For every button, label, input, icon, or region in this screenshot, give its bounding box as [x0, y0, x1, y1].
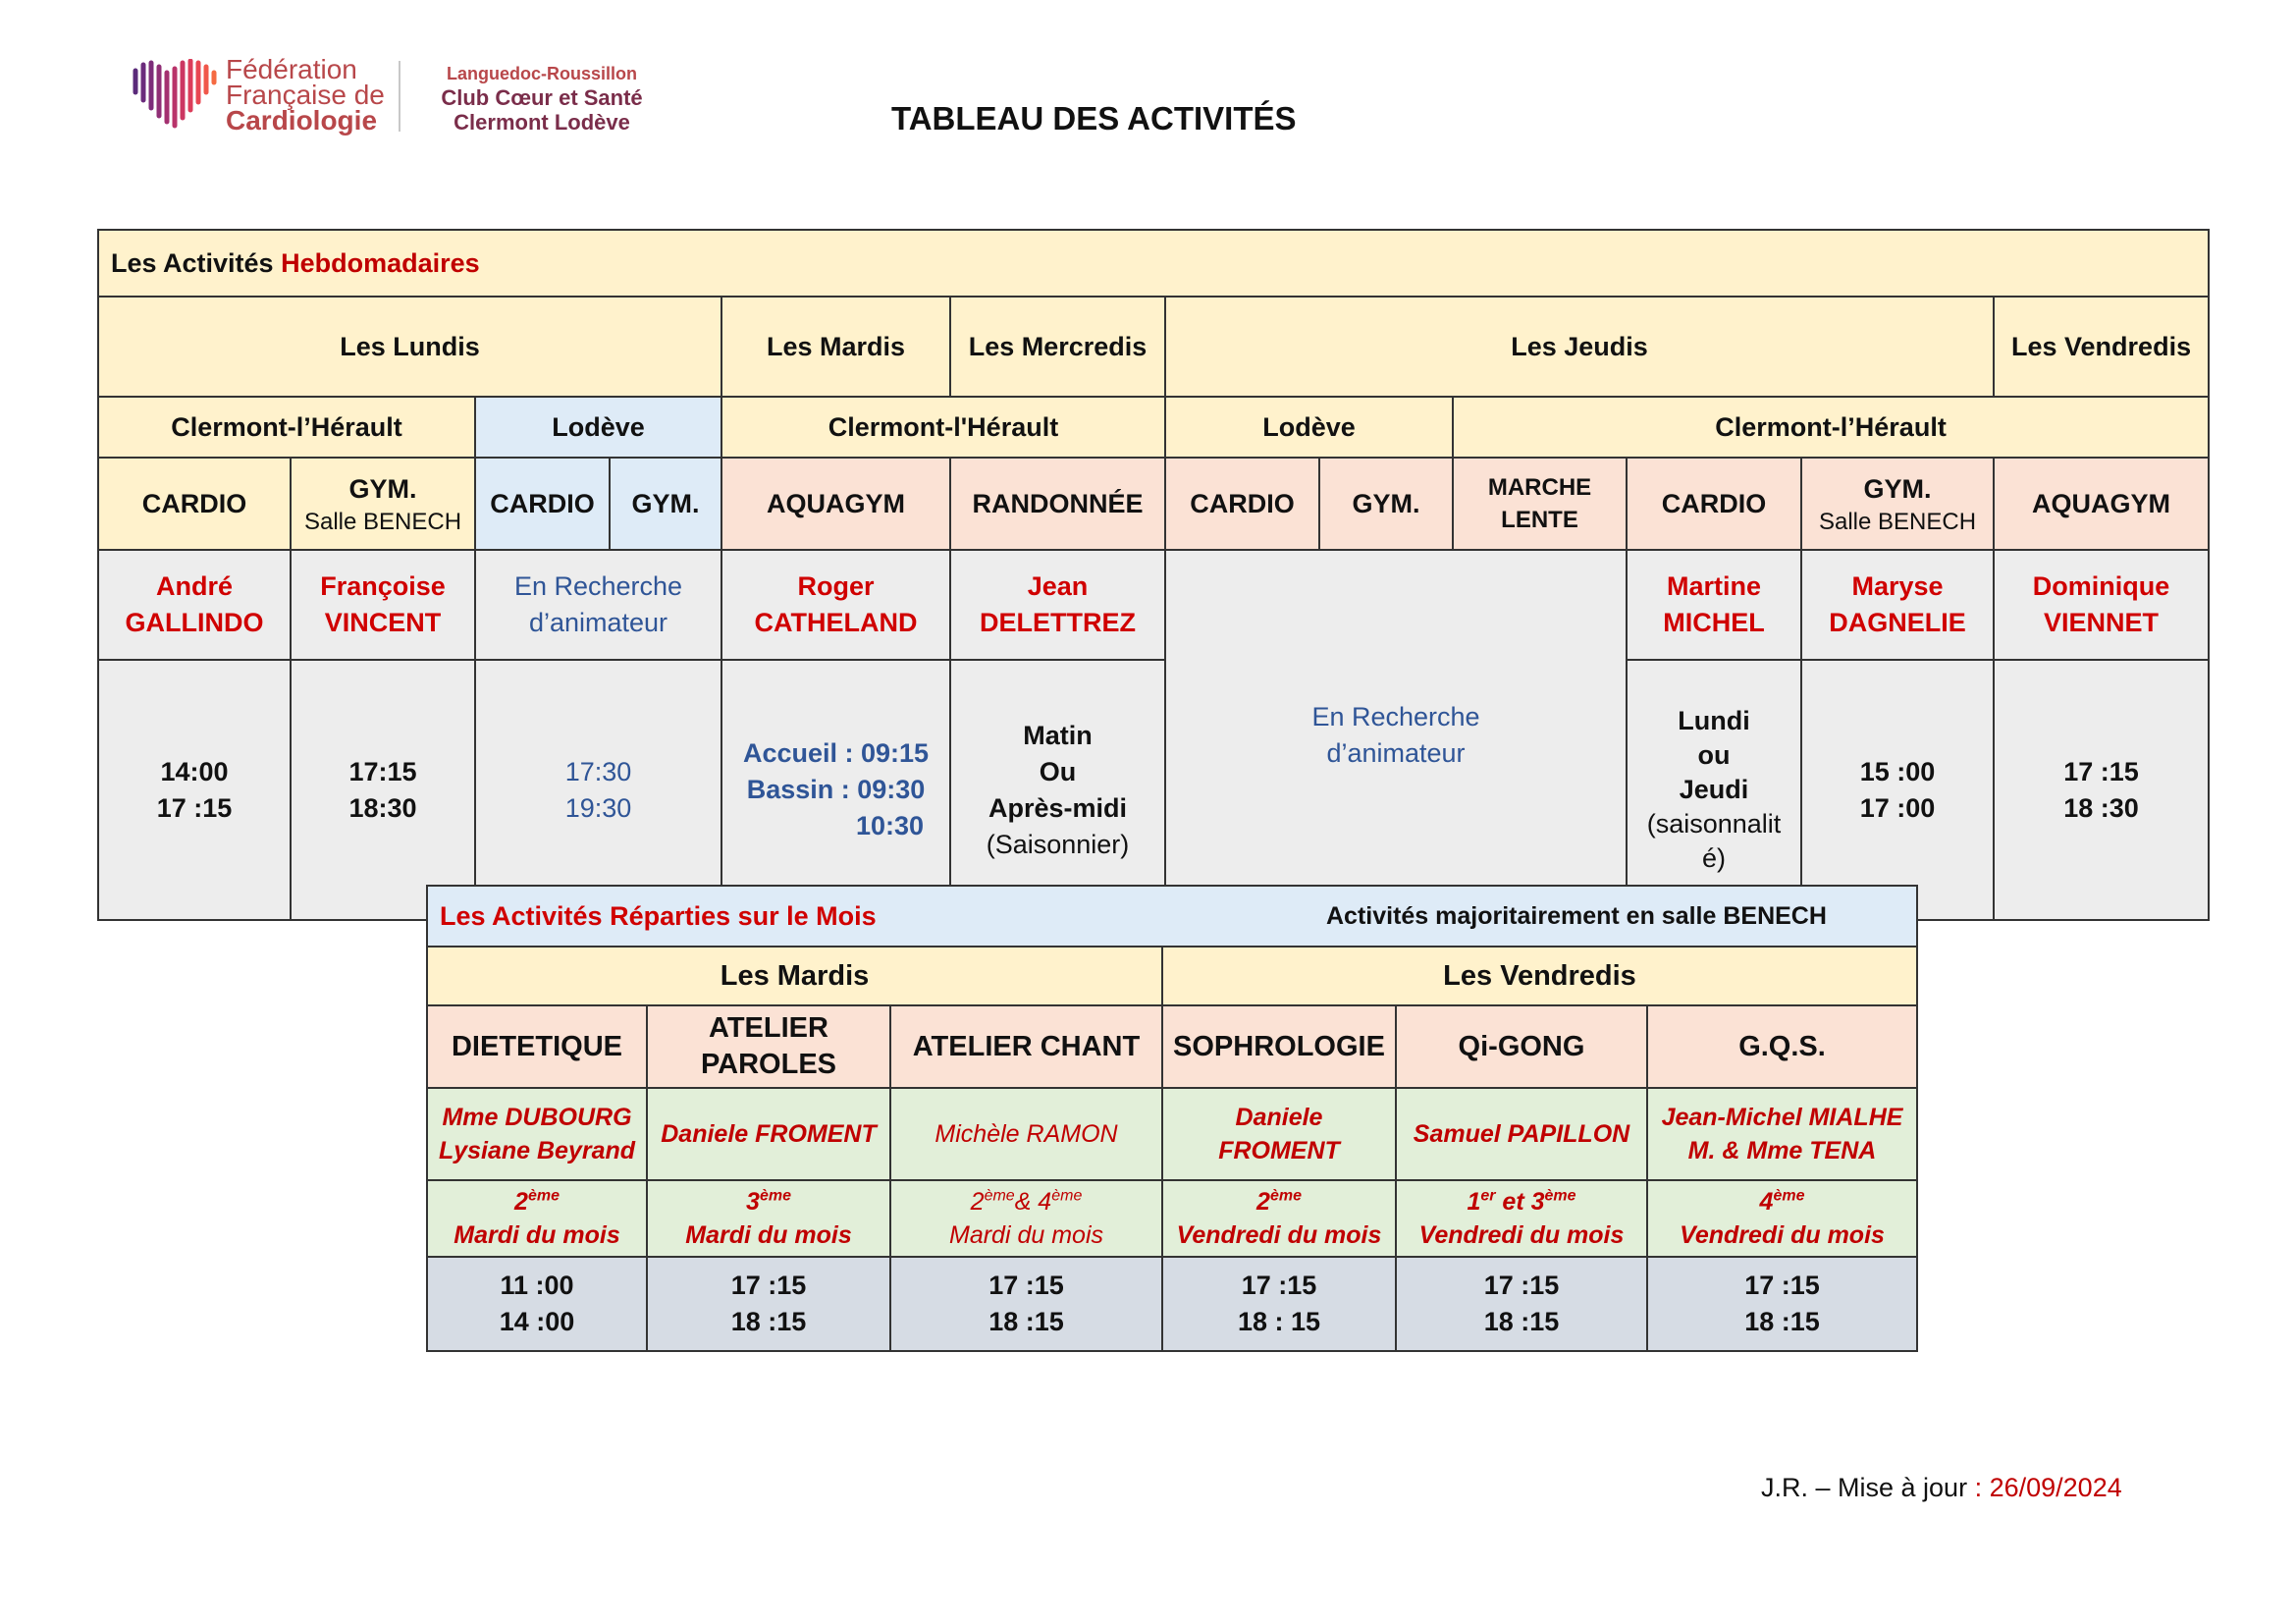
animator-first-name: Martine: [1666, 571, 1762, 601]
time-start: 17 :15: [988, 1271, 1064, 1300]
footer-date: 26/09/2024: [1989, 1473, 2122, 1502]
time-end: 14 :00: [499, 1307, 575, 1336]
activity-qi-gong: Qi-GONG: [1396, 1005, 1647, 1088]
activity-marche-line-2: LENTE: [1501, 507, 1578, 533]
activity-gym-lundi-clermont: [291, 458, 475, 550]
time-line-2: ou: [1697, 740, 1731, 770]
monthly-activities-row: [427, 1005, 1917, 1088]
animator-first-name: Françoise: [320, 571, 446, 601]
animator-line-1: Jean-Michel MIALHE: [1661, 1104, 1903, 1131]
schedule-qi-gong: [1396, 1180, 1647, 1257]
activity-aquagym-vendredi: AQUAGYM: [1994, 458, 2209, 550]
animator-michel: [1627, 550, 1801, 660]
time-start: 17:15: [348, 756, 417, 786]
heart-logo-icon: [130, 59, 220, 130]
time-end: 19:30: [564, 792, 632, 823]
page-title: TABLEAU DES ACTIVITÉS: [891, 100, 1297, 136]
animator-first-name: Dominique: [2032, 571, 2170, 601]
time-start: 17 :15: [2063, 756, 2139, 786]
activity-gym-label-jeudi: GYM.: [1863, 473, 1932, 504]
time-atelier-paroles: [647, 1257, 890, 1351]
weekly-header-cell: [98, 230, 2209, 297]
schedule-suffix: ème: [527, 1187, 560, 1205]
schedule-number: 4: [1759, 1188, 1774, 1216]
animator-last-name: VINCENT: [324, 608, 442, 637]
time-line-1: Matin: [1023, 720, 1093, 750]
animator-last-name: MICHEL: [1663, 608, 1765, 637]
activity-aquagym-mardi: AQUAGYM: [721, 458, 950, 550]
place-lodeve-lundi: Lodève: [475, 397, 721, 458]
schedule-suffix: ème: [1269, 1187, 1302, 1205]
time-start: 17 :15: [730, 1271, 807, 1300]
schedule-text: Vendredi du mois: [1176, 1221, 1382, 1249]
activity-marche-line-1: MARCHE: [1487, 474, 1592, 501]
time-end: 18:30: [348, 792, 417, 823]
activity-cardio-jeudi-clermont: CARDIO: [1627, 458, 1801, 550]
club-line-3: Clermont Lodève: [454, 110, 630, 135]
animator-search-line-1: En Recherche: [513, 571, 683, 601]
schedule-number: 1: [1467, 1188, 1481, 1216]
weekly-activities-row: [98, 458, 2209, 550]
animator-papillon: Samuel PAPILLON: [1396, 1088, 1647, 1180]
time-bassin: Bassin : 09:30: [746, 775, 926, 804]
monthly-day-vendredis: Les Vendredis: [1162, 947, 1917, 1005]
activity-atelier-paroles: [647, 1005, 890, 1088]
time-end: 17 :00: [1859, 792, 1936, 823]
schedule-suffix: ème: [984, 1187, 1015, 1205]
animator-line-1: Mme DUBOURG: [442, 1104, 632, 1131]
schedule-suffix: ème: [1773, 1187, 1805, 1205]
time-end: 18 :15: [988, 1307, 1064, 1336]
animator-dagnelie: [1801, 550, 1994, 660]
time-end: 18 :15: [730, 1307, 807, 1336]
time-line-3: Jeudi: [1679, 775, 1749, 804]
animator-first-name: Maryse: [1851, 571, 1944, 601]
time-gym-lundi-clermont: [291, 660, 475, 920]
animator-line-1: Daniele: [1235, 1104, 1323, 1131]
day-lundis: Les Lundis: [98, 297, 721, 397]
footer-prefix: J.R. – Mise à jour: [1761, 1473, 1968, 1502]
time-atelier-chant: [890, 1257, 1162, 1351]
weekly-places-row: [98, 397, 2209, 458]
time-start: 15 :00: [1859, 756, 1936, 786]
animator-search-lodeve: [475, 550, 721, 660]
monthly-header-note: Activités majoritairement en salle BENECH: [1326, 902, 1827, 930]
time-qi-gong: [1396, 1257, 1647, 1351]
time-marche-lente: [1627, 660, 1801, 920]
time-accueil: Accueil : 09:15: [742, 738, 930, 768]
activity-gym-lundi-lodeve: GYM.: [610, 458, 721, 550]
schedule-gqs: [1647, 1180, 1917, 1257]
weekly-header-highlight: Hebdomadaires: [281, 247, 480, 278]
schedule-week: [1167, 1185, 1391, 1218]
time-line-5: é): [1701, 843, 1726, 873]
schedule-number-2: et 3: [1495, 1188, 1545, 1216]
time-cardio-lundi-clermont: [98, 660, 291, 920]
time-sophrologie: [1162, 1257, 1396, 1351]
time-line-4: (Saisonnier): [986, 829, 1130, 859]
animator-last-name: CATHELAND: [754, 608, 918, 637]
schedule-number: 3: [746, 1188, 760, 1216]
time-start: 11 :00: [500, 1271, 574, 1300]
footer-separator: :: [1967, 1473, 1990, 1502]
activity-gym-jeudi-clermont: [1801, 458, 1994, 550]
schedule-number-2: & 4: [1014, 1188, 1052, 1216]
animator-froment-mardi: Daniele FROMENT: [647, 1088, 890, 1180]
monthly-animators-row: [427, 1088, 1917, 1180]
weekly-header-row: [98, 230, 2209, 297]
schedule-suffix: ème: [759, 1187, 791, 1205]
schedule-text: Vendredi du mois: [1418, 1221, 1625, 1249]
club-line-1: Languedoc-Roussillon: [446, 64, 637, 83]
time-line-3: Après-midi: [988, 792, 1128, 823]
activity-gym-venue: Salle BENECH: [303, 508, 462, 535]
activity-line-1: ATELIER: [709, 1012, 828, 1044]
activity-gym-jeudi-lodeve: GYM.: [1319, 458, 1453, 550]
weekly-header-prefix: Les Activités: [111, 247, 274, 278]
place-clermont-lundi: Clermont-l’Hérault: [98, 397, 475, 458]
activity-line-2: PAROLES: [700, 1049, 837, 1080]
animator-vincent: [291, 550, 475, 660]
time-end: 18 : 15: [1237, 1307, 1321, 1336]
time-line-2: Ou: [1039, 756, 1077, 786]
animator-first-name: Jean: [1027, 571, 1089, 601]
schedule-suffix-2: ème: [1544, 1187, 1576, 1205]
schedule-text: Mardi du mois: [454, 1221, 620, 1249]
monthly-day-mardis: Les Mardis: [427, 947, 1162, 1005]
time-gym-jeudi-clermont: [1994, 660, 2209, 920]
time-line-1: Lundi: [1678, 706, 1750, 735]
animator-line-2: FROMENT: [1218, 1137, 1340, 1164]
animator-line-2: M. & Mme TENA: [1687, 1137, 1877, 1164]
time-aquagym-mardi: [721, 660, 950, 920]
animator-search-line-2: d’animateur: [1326, 737, 1466, 768]
schedule-suffix: er: [1480, 1187, 1496, 1205]
animator-ramon: Michèle RAMON: [890, 1088, 1162, 1180]
time-lundi-lodeve: [475, 660, 721, 920]
animator-gallindo: [98, 550, 291, 660]
ffc-line-3: Cardiologie: [226, 105, 378, 135]
animator-delettrez: [950, 550, 1165, 660]
animator-first-name: André: [155, 571, 233, 601]
animator-first-name: Roger: [797, 571, 875, 601]
club-line-2: Club Cœur et Santé: [441, 85, 643, 110]
club-name: [424, 63, 660, 135]
schedule-dietetique: [427, 1180, 647, 1257]
weekly-activities-table: [97, 229, 2210, 921]
activity-marche-lente-jeudi: [1453, 458, 1627, 550]
time-gqs: [1647, 1257, 1917, 1351]
logo-block: [130, 54, 660, 139]
schedule-week: [432, 1185, 642, 1218]
animator-catheland: [721, 550, 950, 660]
day-mardis: Les Mardis: [721, 297, 950, 397]
monthly-header-cell: [427, 886, 1917, 947]
animator-froment-vendredi: [1162, 1088, 1396, 1180]
activity-cardio-lundi-clermont: CARDIO: [98, 458, 291, 550]
schedule-week: [1401, 1185, 1642, 1218]
animator-mialhe-tena: [1647, 1088, 1917, 1180]
animator-last-name: GALLINDO: [125, 608, 264, 637]
monthly-header-title: Les Activités Réparties sur le Mois: [440, 900, 877, 931]
time-start: 17 :15: [1241, 1271, 1317, 1300]
place-clermont-jeudi-vendredi: Clermont-l’Hérault: [1453, 397, 2209, 458]
time-line-4: (saisonnalit: [1646, 809, 1782, 839]
logo-divider: [399, 61, 400, 132]
place-lodeve-jeudi: Lodève: [1165, 397, 1453, 458]
weekly-animators-row: [98, 550, 2209, 660]
schedule-week: [652, 1185, 885, 1218]
monthly-days-row: [427, 947, 1917, 1005]
time-start: 17:30: [564, 756, 632, 786]
ffc-name: [226, 54, 385, 135]
activity-gym-venue-jeudi: Salle BENECH: [1818, 508, 1977, 535]
animator-viennet: [1994, 550, 2209, 660]
activity-atelier-chant: ATELIER CHANT: [890, 1005, 1162, 1088]
monthly-activities-table: [426, 885, 1918, 1352]
animator-last-name: DELETTREZ: [980, 608, 1136, 637]
time-end: 18 :15: [1744, 1307, 1820, 1336]
time-end: 17 :15: [156, 792, 233, 823]
animator-line-2: Lysiane Beyrand: [438, 1137, 636, 1164]
weekly-days-row: [98, 297, 2209, 397]
time-end: 18 :15: [1483, 1307, 1560, 1336]
monthly-times-row: [427, 1257, 1917, 1351]
time-end: 10:30: [855, 811, 924, 840]
ffc-line-2: Française de: [226, 80, 385, 110]
update-footer: [1761, 1473, 2122, 1503]
activity-dietetique: DIETETIQUE: [427, 1005, 647, 1088]
animator-last-name: DAGNELIE: [1829, 608, 1966, 637]
time-start: 17 :15: [1744, 1271, 1820, 1300]
time-dietetique: [427, 1257, 647, 1351]
time-cardio-jeudi-clermont: [1801, 660, 1994, 920]
schedule-text: Mardi du mois: [949, 1221, 1103, 1249]
monthly-schedule-row: [427, 1180, 1917, 1257]
schedule-suffix-2: ème: [1051, 1187, 1083, 1205]
day-jeudis: Les Jeudis: [1165, 297, 1994, 397]
monthly-header-row: [427, 886, 1917, 947]
animator-search-line-2: d’animateur: [528, 608, 668, 637]
schedule-text: Mardi du mois: [685, 1221, 852, 1249]
schedule-week: [895, 1185, 1157, 1218]
activity-randonnee-mercredi: RANDONNÉE: [950, 458, 1165, 550]
schedule-atelier-paroles: [647, 1180, 890, 1257]
animator-search-line-1: En Recherche: [1311, 701, 1480, 731]
animator-search-jeudi-lodeve: [1165, 550, 1627, 920]
time-randonnee-mercredi: [950, 660, 1165, 920]
day-vendredis: Les Vendredis: [1994, 297, 2209, 397]
animator-last-name: VIENNET: [2044, 608, 2160, 637]
time-end: 18 :30: [2063, 792, 2139, 823]
activity-cardio-jeudi-lodeve: CARDIO: [1165, 458, 1319, 550]
schedule-text: Vendredi du mois: [1680, 1221, 1885, 1249]
schedule-week: [1652, 1185, 1912, 1218]
animator-dubourg-beyrand: [427, 1088, 647, 1180]
activity-cardio-lundi-lodeve: CARDIO: [475, 458, 610, 550]
schedule-number: 2: [970, 1188, 985, 1216]
schedule-number: 2: [1256, 1188, 1270, 1216]
activity-gym-label: GYM.: [348, 473, 417, 504]
activity-gqs: G.Q.S.: [1647, 1005, 1917, 1088]
schedule-atelier-chant: [890, 1180, 1162, 1257]
place-clermont-mardi-mercredi: Clermont-l'Hérault: [721, 397, 1165, 458]
time-start: 14:00: [160, 756, 229, 786]
time-start: 17 :15: [1483, 1271, 1560, 1300]
ffc-line-1: Fédération: [226, 54, 357, 84]
schedule-number: 2: [514, 1188, 528, 1216]
day-mercredis: Les Mercredis: [950, 297, 1165, 397]
schedule-sophrologie: [1162, 1180, 1396, 1257]
weekly-times-row: [98, 660, 2209, 920]
activity-sophrologie: SOPHROLOGIE: [1162, 1005, 1396, 1088]
